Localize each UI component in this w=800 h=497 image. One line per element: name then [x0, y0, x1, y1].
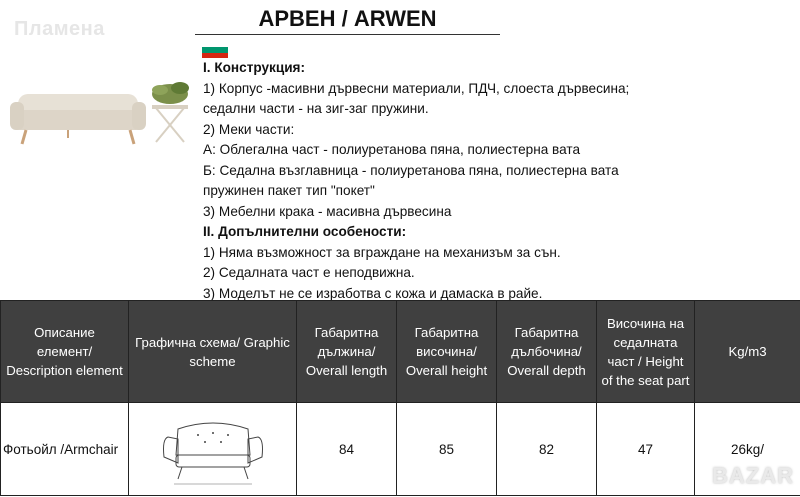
header-density: Kg/m3	[695, 301, 800, 403]
description-line: седални части - на зиг-заг пружини.	[203, 101, 429, 116]
row-length: 84	[297, 403, 397, 496]
header-seat-height: Височина на седалната част / Height of the seat part	[597, 301, 695, 403]
watermark-text: Пламена	[14, 18, 105, 40]
description-line: пружинен пакет тип "покет"	[203, 183, 375, 198]
row-name: Фотьойл /Armchair	[1, 403, 129, 496]
description-line: 3) Моделът не се изработва с кожа и дамаска в райе.	[203, 285, 543, 301]
page-title: АРВЕН / ARWEN	[258, 6, 437, 31]
description-line: 3) Мебелни крака - масивна дървесина	[203, 203, 452, 219]
bazar-watermark: BAZAR	[712, 463, 794, 488]
spec-table	[0, 300, 800, 496]
section-heading: I. Конструкция:	[203, 60, 306, 75]
header-overall-length: Габаритна дължина/ Overall length	[297, 301, 397, 403]
header-graphic-scheme: Графична схема/ Graphic scheme	[129, 301, 297, 403]
armchair-drawing-icon	[138, 409, 288, 489]
row-depth: 82	[497, 403, 597, 496]
description-line: 1) Корпус -масивни дървесни материали, ПДЧ, слоеста дървесина;	[203, 80, 630, 96]
header-overall-height: Габаритна височина/ Overall height	[397, 301, 497, 403]
description-line: 2) Меки части:	[203, 121, 295, 137]
table-header-row	[1, 301, 800, 403]
description-block	[203, 58, 793, 304]
title-underline	[195, 34, 500, 35]
sofa-image	[8, 72, 196, 152]
row-seat-height: 47	[597, 403, 695, 496]
armchair-scheme	[129, 403, 297, 496]
row-height: 85	[397, 403, 497, 496]
description-line: 2) Седалната част е неподвижна.	[203, 265, 415, 280]
table-row	[1, 403, 800, 496]
description-line: 1) Няма възможност за вграждане на механизъм за сън.	[203, 244, 561, 260]
description-line: А: Облегална част - полиуретанова пяна, полиестерна вата	[203, 142, 581, 157]
description-line: Б: Седална възглавница - полиуретанова пяна, полиестерна вата	[203, 162, 619, 178]
bulgarian-flag-icon	[202, 42, 228, 58]
row-density: 26kg/	[695, 403, 800, 496]
header-description: Описание елемент/ Description element	[1, 301, 129, 403]
section-heading: II. Допълнителни особености:	[203, 224, 407, 239]
header-overall-depth: Габаритна дълбочина/ Overall depth	[497, 301, 597, 403]
